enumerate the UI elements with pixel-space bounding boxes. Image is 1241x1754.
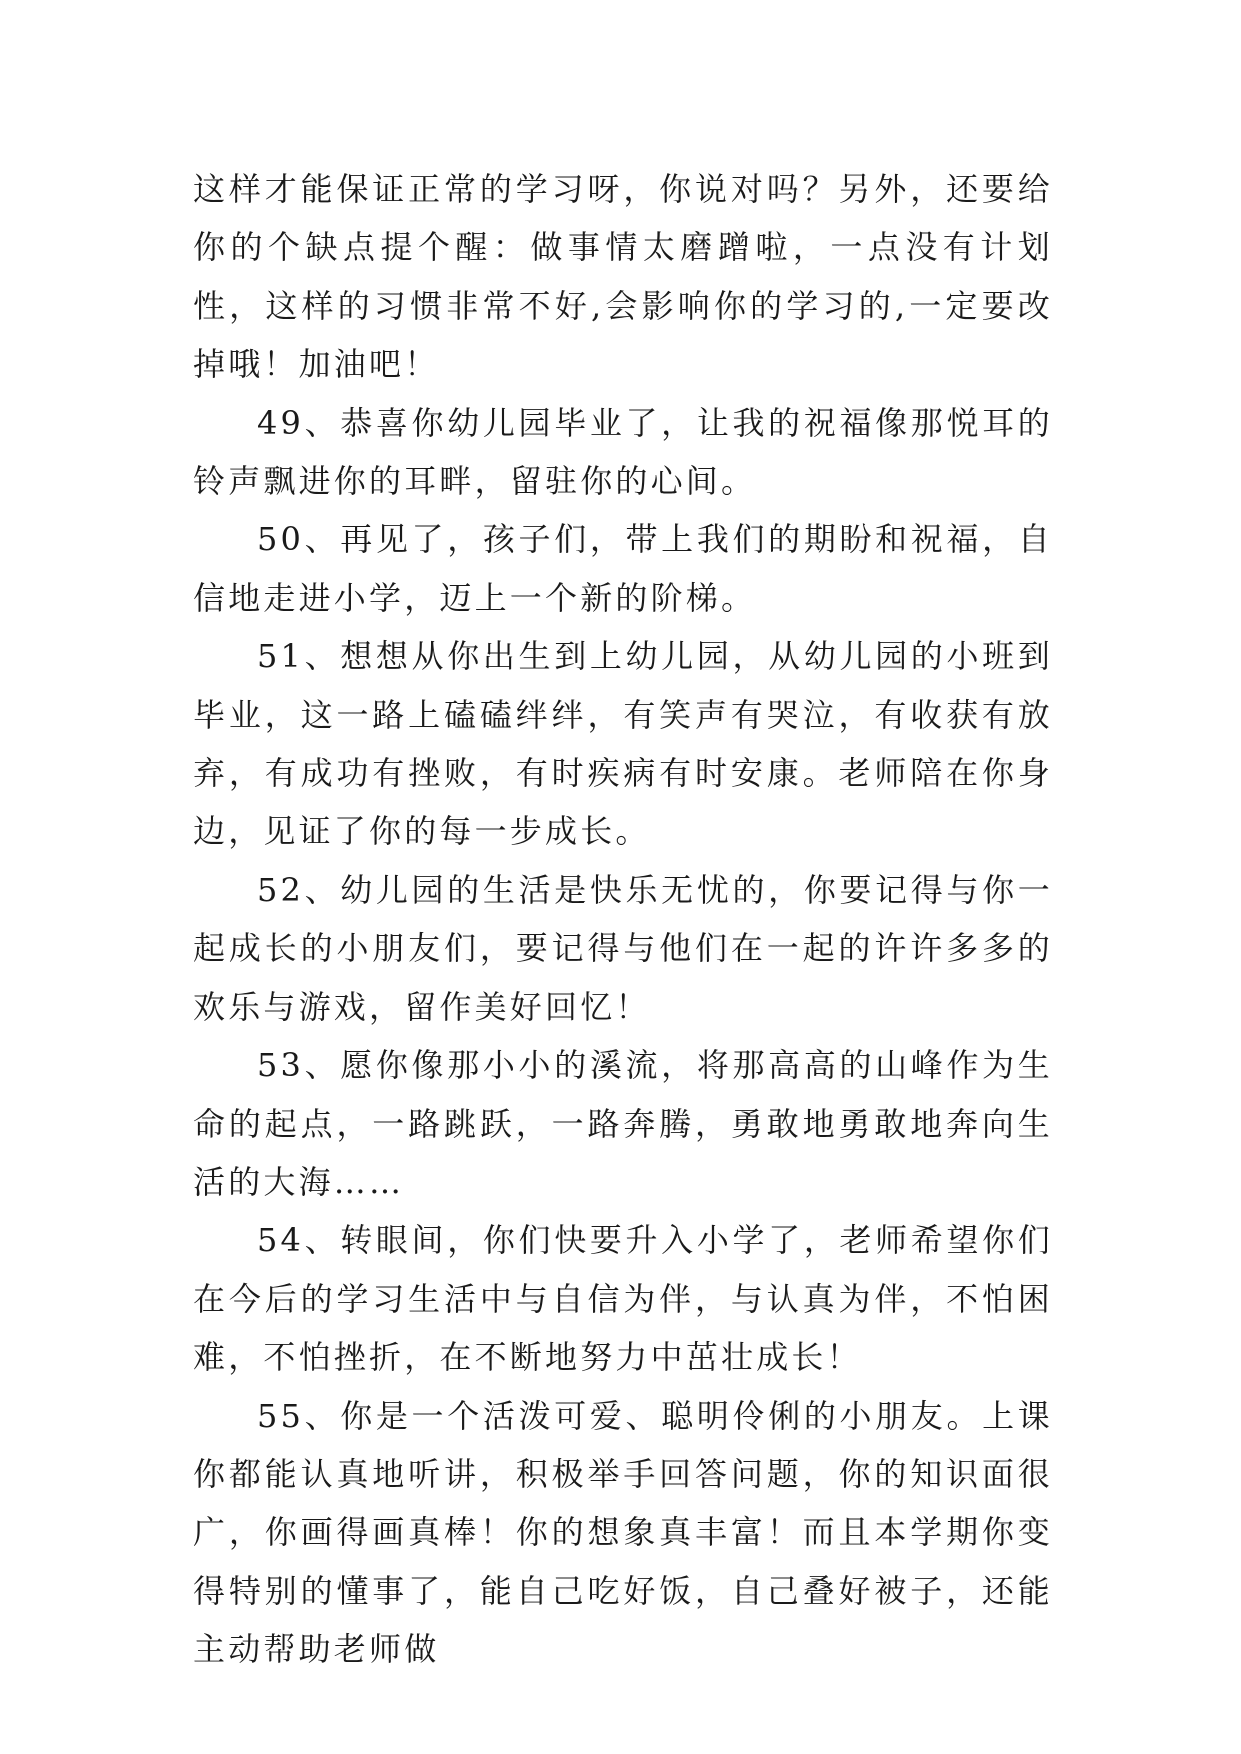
paragraph-50: 50、再见了，孩子们，带上我们的期盼和祝福，自信地走进小学，迈上一个新的阶梯。 bbox=[193, 520, 1053, 617]
paragraph-53: 53、愿你像那小小的溪流，将那高高的山峰作为生命的起点，一路跳跃，一路奔腾，勇敢地勇敢地奔向生活的大海…… bbox=[193, 1046, 1053, 1201]
document-body bbox=[193, 160, 1053, 1679]
paragraph-52: 52、幼儿园的生活是快乐无忧的，你要记得与你一起成长的小朋友们，要记得与他们在一起的许许多多的欢乐与游戏，留作美好回忆！ bbox=[193, 870, 1053, 1026]
paragraph-55: 55、你是一个活泼可爱、聪明伶俐的小朋友。上课你都能认真地听讲，积极举手回答问题，你的知识面很广，你画得画真棒！你的想象真丰富！而且本学期你变得特别的懂事了，能自己吃好饭，自己叠好被子，还能主动帮助老师做 bbox=[193, 1396, 1053, 1669]
paragraph-51: 51、想想从你出生到上幼儿园，从幼儿园的小班到毕业，这一路上磕磕绊绊，有笑声有哭泣，有收获有放弃，有成功有挫败，有时疾病有时安康。老师陪在你身边，见证了你的每一步成长。 bbox=[193, 637, 1053, 851]
paragraph-continuation: 这样才能保证正常的学习呀，你说对吗？另外，还要给你的个缺点提个醒：做事情太磨蹭啦，一点没有计划性，这样的习惯非常不好,会影响你的学习的,一定要改掉哦！加油吧！ bbox=[193, 170, 1053, 384]
paragraph-54: 54、转眼间，你们快要升入小学了，老师希望你们在今后的学习生活中与自信为伴，与认真为伴，不怕困难，不怕挫折，在不断地努力中茁壮成长！ bbox=[193, 1221, 1053, 1377]
paragraph-49: 49、恭喜你幼儿园毕业了，让我的祝福像那悦耳的铃声飘进你的耳畔，留驻你的心间。 bbox=[193, 403, 1053, 501]
